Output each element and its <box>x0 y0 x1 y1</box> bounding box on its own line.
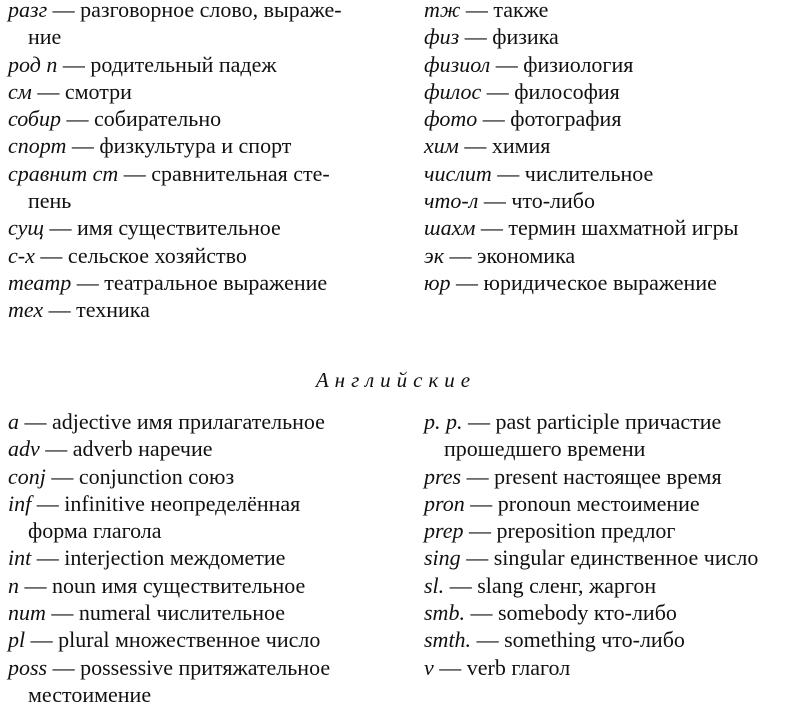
abbreviation-entry <box>424 490 758 517</box>
abbreviation-definition: — юридическое выражение <box>450 269 717 295</box>
abbreviation-entry <box>424 544 758 571</box>
abbreviation-definition: — физиология <box>490 51 634 77</box>
abbreviation-definition: — noun имя существительное <box>19 572 306 598</box>
abbreviation-term: pron <box>424 490 465 516</box>
abbreviation-entry <box>424 187 738 214</box>
abbreviation-entry <box>8 435 330 462</box>
abbreviation-entry <box>8 132 342 159</box>
abbreviation-term: sing <box>424 545 461 571</box>
abbreviation-definition: — pronoun местоимение <box>464 490 700 516</box>
abbreviation-term: pres <box>424 463 462 489</box>
abbreviation-definition: — имя существительное <box>44 215 281 241</box>
abbreviation-entry <box>8 0 342 23</box>
abbreviation-definition: — numeral числительное <box>45 600 286 626</box>
abbreviation-definition: — adverb наречие <box>39 436 213 462</box>
abbreviation-entry <box>8 408 330 435</box>
abbreviation-entry <box>8 572 330 599</box>
abbreviation-definition: — present настоящее время <box>461 463 722 489</box>
abbreviation-definition: — adjective имя прилагательное <box>19 409 325 434</box>
abbreviation-term: собир <box>8 106 61 132</box>
abbreviation-term: inf <box>8 490 32 516</box>
abbreviation-term: num <box>8 600 46 626</box>
abbreviation-term: филос <box>424 78 482 104</box>
abbreviation-entry <box>424 242 738 269</box>
abbreviation-definition: — slang сленг, жаргон <box>444 572 657 598</box>
abbreviation-definition: — термин шахматной игры <box>475 215 739 241</box>
abbreviation-entry <box>8 105 342 132</box>
abbreviation-entry <box>8 78 342 105</box>
abbreviation-term: театр <box>8 269 72 295</box>
abbreviation-definition: — possessive притяжательное <box>47 654 331 680</box>
abbreviation-term: p. p. <box>424 409 463 434</box>
abbreviation-entry <box>8 51 342 78</box>
abbreviation-definition: — singular единственное число <box>460 545 759 571</box>
abbreviation-entry <box>424 572 758 599</box>
abbreviation-definition: — preposition предлог <box>463 518 676 544</box>
abbreviation-entry <box>424 599 758 626</box>
abbreviation-entry <box>424 105 738 132</box>
abbreviation-entry <box>8 269 342 296</box>
abbreviation-definition: — something что-либо <box>471 627 685 653</box>
abbreviation-entry <box>8 214 342 241</box>
abbreviation-entry <box>424 23 738 50</box>
abbreviation-term: prep <box>424 518 464 544</box>
section-heading-english: Английские <box>315 368 477 392</box>
abbreviation-entry <box>424 214 738 241</box>
russian-left-column <box>8 0 342 324</box>
abbreviation-entry <box>424 626 758 653</box>
abbreviation-entry <box>8 490 330 517</box>
abbreviation-term: что-л <box>424 188 479 214</box>
abbreviation-definition: — философия <box>481 78 620 104</box>
abbreviation-definition: — фотография <box>477 106 622 132</box>
abbreviation-definition-continuation: местоимение <box>28 681 152 707</box>
abbreviation-term: числит <box>424 160 492 186</box>
abbreviation-entry <box>424 463 758 490</box>
abbreviation-definition-continuation: пень <box>28 188 72 214</box>
abbreviation-term: smth. <box>424 627 472 653</box>
abbreviation-entry <box>8 599 330 626</box>
abbreviation-entry <box>8 463 330 490</box>
abbreviation-definition: — plural множественное число <box>25 627 321 653</box>
abbreviation-entry <box>424 517 758 544</box>
abbreviation-term: род п <box>8 51 58 77</box>
abbreviation-entry <box>424 78 738 105</box>
abbreviation-entry <box>8 296 342 323</box>
abbreviation-term: sl. <box>424 572 445 598</box>
abbreviation-term: с-х <box>8 242 35 268</box>
abbreviation-term: n <box>8 572 19 598</box>
abbreviation-definition: — также <box>460 0 549 22</box>
abbreviation-definition: — infinitive неопределённая <box>31 490 301 516</box>
abbreviation-entry <box>424 0 738 23</box>
abbreviation-term: adv <box>8 436 40 462</box>
abbreviation-entry <box>8 160 342 187</box>
abbreviation-term: тех <box>8 297 44 323</box>
abbreviation-term: физ <box>424 24 460 50</box>
abbreviation-definition-continuation: прошедшего времени <box>444 436 646 462</box>
abbreviation-entry <box>424 654 758 681</box>
abbreviation-term: шахм <box>424 215 476 241</box>
abbreviation-definition: — past participle причастие <box>462 409 722 434</box>
abbreviation-term: физиол <box>424 51 491 77</box>
abbreviation-term: см <box>8 78 32 104</box>
abbreviation-entry <box>424 269 738 296</box>
abbreviation-definition: — собирательно <box>61 106 222 132</box>
abbreviation-definition: — театральное выражение <box>71 269 328 295</box>
english-left-column <box>8 408 330 708</box>
abbreviation-term: сущ <box>8 215 44 241</box>
abbreviation-definition: — родительный падеж <box>57 51 277 77</box>
abbreviation-term: эк <box>424 242 444 268</box>
abbreviation-term: smb. <box>424 600 465 626</box>
abbreviation-term: poss <box>8 654 48 680</box>
abbreviation-term: int <box>8 545 32 571</box>
abbreviation-definition: — смотри <box>31 78 132 104</box>
abbreviation-entry <box>424 160 738 187</box>
abbreviation-term: тж <box>424 0 461 22</box>
abbreviation-definition: — сельское хозяйство <box>34 242 247 268</box>
abbreviation-entry <box>424 51 738 78</box>
russian-right-column <box>424 0 738 296</box>
abbreviation-term: фото <box>424 106 478 132</box>
english-right-column <box>424 408 758 681</box>
abbreviation-definition: — техника <box>43 297 150 323</box>
abbreviation-term: a <box>8 409 19 434</box>
abbreviation-entry <box>8 626 330 653</box>
abbreviation-definition: — verb глагол <box>433 654 571 680</box>
abbreviation-term: разг <box>8 0 48 22</box>
abbreviation-definition-continuation: форма глагола <box>28 518 162 544</box>
abbreviation-definition: — разговорное слово, выраже- <box>47 0 342 22</box>
abbreviation-definition: — что-либо <box>478 188 595 214</box>
abbreviation-definition: — экономика <box>444 242 576 268</box>
abbreviation-definition: — физкультура и спорт <box>66 133 292 159</box>
abbreviation-definition: — interjection междометие <box>31 545 286 571</box>
abbreviation-definition-continuation: ние <box>28 24 62 50</box>
abbreviation-term: pl <box>8 627 26 653</box>
abbreviation-term: conj <box>8 463 46 489</box>
abbreviation-definition: — сравнительная сте- <box>118 160 330 186</box>
abbreviation-definition: — физика <box>459 24 559 50</box>
abbreviation-definition: — числительное <box>491 160 654 186</box>
abbreviation-entry <box>8 654 330 681</box>
abbreviation-term: сравнит ст <box>8 160 119 186</box>
abbreviation-definition: — химия <box>458 133 551 159</box>
abbreviation-entry <box>424 132 738 159</box>
abbreviation-entry <box>8 242 342 269</box>
abbreviation-term: хим <box>424 133 459 159</box>
abbreviation-entry <box>8 544 330 571</box>
abbreviation-entry <box>424 408 758 435</box>
abbreviation-definition: — conjunction союз <box>45 463 235 489</box>
abbreviation-term: спорт <box>8 133 67 159</box>
abbreviation-term: v <box>424 654 434 680</box>
abbreviation-term: юр <box>424 269 451 295</box>
abbreviation-definition: — somebody кто-либо <box>464 600 677 626</box>
